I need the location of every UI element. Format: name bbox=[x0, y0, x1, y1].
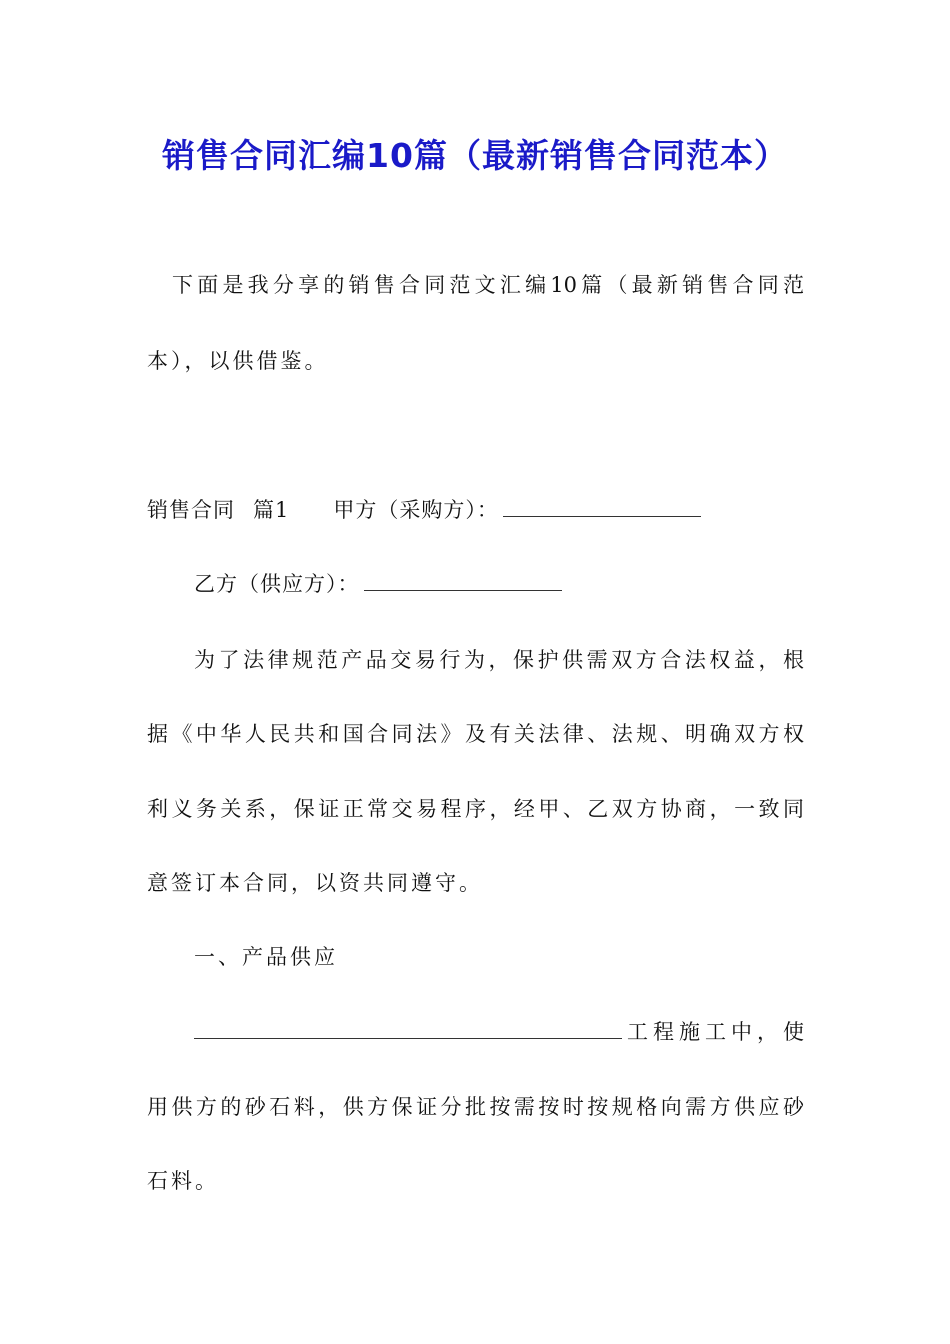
preamble-line-3: 利义务关系，保证正常交易程序，经甲、乙双方协商，一致同 bbox=[147, 797, 804, 821]
section-name: 销售合同 bbox=[147, 498, 235, 522]
clause1-line-1 bbox=[194, 1018, 809, 1046]
clause1-line-1-tail: 工程施工中，使 bbox=[627, 1020, 809, 1044]
party-b-blank[interactable] bbox=[364, 570, 562, 591]
party-a-blank[interactable] bbox=[503, 496, 701, 517]
intro-line-1: 下面是我分享的销售合同范文汇编10篇（最新销售合同范 bbox=[172, 273, 804, 297]
preamble-line-2: 据《中华人民共和国合同法》及有关法律、法规、明确双方权 bbox=[147, 722, 804, 746]
party-a-label: 甲方（采购方）： bbox=[333, 498, 499, 522]
preamble-line-1: 为了法律规范产品交易行为，保护供需双方合法权益，根 bbox=[194, 648, 804, 672]
project-name-blank[interactable] bbox=[194, 1018, 622, 1039]
intro-line-2: 本），以供借鉴。 bbox=[147, 349, 329, 373]
preamble-line-4: 意签订本合同，以资共同遵守。 bbox=[147, 871, 483, 895]
clause1-line-3: 石料。 bbox=[147, 1169, 219, 1193]
clause1-line-2: 用供方的砂石料，供方保证分批按需按时按规格向需方供应砂 bbox=[147, 1095, 804, 1119]
clause1-heading: 一、产品供应 bbox=[194, 945, 338, 969]
party-b-label: 乙方（供应方）： bbox=[194, 572, 360, 596]
section-header-row bbox=[147, 496, 701, 524]
document-title: 销售合同汇编10篇（最新销售合同范本） bbox=[162, 136, 788, 175]
party-b-row bbox=[194, 570, 562, 598]
section-number: 篇1 bbox=[253, 498, 290, 522]
